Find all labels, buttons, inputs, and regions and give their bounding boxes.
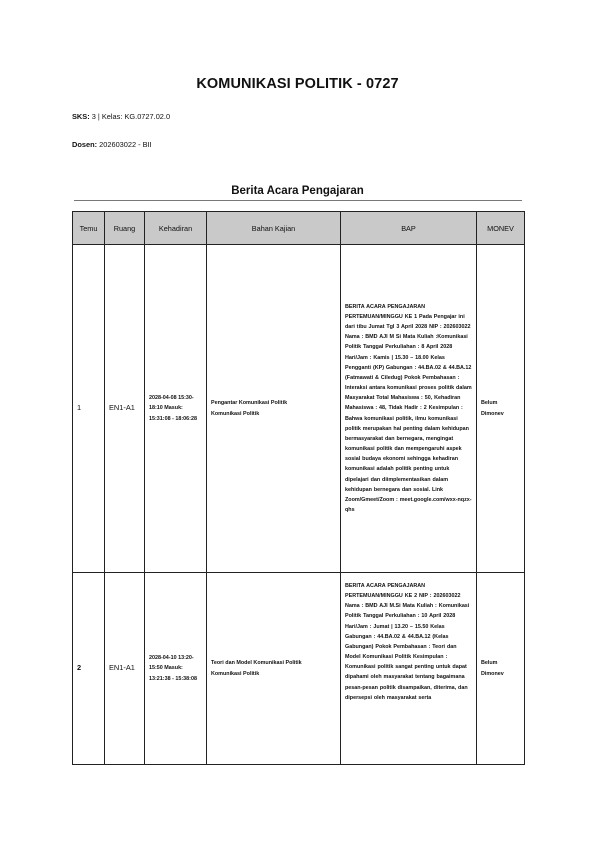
cell-temu: 1 [73, 245, 105, 573]
sks-label: SKS: [72, 112, 90, 121]
section-divider [74, 200, 522, 201]
dosen-value: 202603022 - BII [99, 140, 152, 149]
cell-monev: Belum Dimonev [477, 245, 525, 573]
table-header-row [73, 212, 525, 245]
cell-kehadiran: 2028-04-10 13:20-15:50 Masuk: 13:21:38 - 15:38:08 [145, 573, 207, 765]
dosen-line [72, 140, 152, 149]
cell-temu: 2 [73, 573, 105, 765]
cell-kehadiran: 2028-04-08 15:30-18:10 Masuk: 15:31:08 - 18:06:28 [145, 245, 207, 573]
bahan-kajian-course: Komunikasi Politik [211, 410, 260, 417]
bahan-kajian-topic: Pengantar Komunikasi Politik [211, 400, 288, 407]
bahan-kajian-topic: Teori dan Model Komunikasi Politik [211, 660, 302, 667]
col-header-monev: MONEV [477, 212, 525, 245]
cell-bap: BERITA ACARA PENGAJARAN PERTEMUAN/MINGGU KE 2 NIP : 202603022 Nama : BMD AJI M.Si Mata Kuliah : Komunikasi Politik Tanggal Perkuliahan : 10 April 2028 Hari/Jam : Jumat | 13.20 – 15.50 Kelas Gabungan : 44.BA.02 & 44.BA.12 (Kelas Gabungan) Pokok Pembahasan : Teori dan Model Komunikasi Politik Kesimpulan : Komunikasi politik sangat penting untuk dapat dipahami oleh masyarakat tentang bagaimana pesan-pesan politik disampaikan, diterima, dan dipersepsi oleh masyarakat serta [341, 573, 477, 765]
col-header-ruang: Ruang [105, 212, 145, 245]
bap-table [72, 211, 525, 765]
cell-bahan-kajian [207, 245, 341, 573]
cell-bap: BERITA ACARA PENGAJARAN PERTEMUAN/MINGGU KE 1 Pada Pengajar ini dari tibu Jumat Tgl 3 April 2028 NIP : 202603022 Nama : BMD AJI M Si Mata Kuliah :Komunikasi Politik Tanggal Perkuliahan : 8 April 2028 Hari/Jam : Kamis | 15.30 – 18.00 Kelas Pengganti (KP) Gabungan : 44.BA.02 & 44.BA.12 (Fatmawati & Ciledug) Pokok Pembahasan : Interaksi antara komunikasi proses politik dalam Masyarakat Total Mahasiswa : 50, Kehadiran Mahasiswa : 48, Tidak Hadir : 2 Kesimpulan : Bahwa komunikasi politik, ilmu komunikasi politik merupakan hal penting dalam kehidupan bermasyarakat dan bernegara, mengingat komunikasi politik dan mempengaruhi aspek sosial budaya ekonomi sehingga kehadiran komunikasi adalah politik penting untuk dipelajari dan diimplementasikan dalam kehidupan bernegara dan sosial. Link Zoom/Gmeet/Zoom : meet.google.com/wxx-nqzx-qhs [341, 245, 477, 573]
col-header-bahan-kajian: Bahan Kajian [207, 212, 341, 245]
section-title: Berita Acara Pengajaran [231, 185, 364, 197]
cell-ruang: EN1-A1 [105, 573, 145, 765]
col-header-temu: Temu [73, 212, 105, 245]
dosen-label: Dosen: [72, 140, 98, 149]
sks-value: 3 | Kelas: KG.0727.02.0 [91, 112, 171, 121]
col-header-kehadiran: Kehadiran [145, 212, 207, 245]
table-row [73, 245, 525, 573]
col-header-bap: BAP [341, 212, 477, 245]
bahan-kajian-course: Komunikasi Politik [211, 670, 260, 677]
page-title: KOMUNIKASI POLITIK - 0727 [196, 76, 399, 92]
table-row [73, 573, 525, 765]
cell-monev: Belum Dimonev [477, 573, 525, 765]
cell-ruang: EN1-A1 [105, 245, 145, 573]
cell-bahan-kajian [207, 573, 341, 765]
sks-kelas-line [72, 112, 170, 121]
